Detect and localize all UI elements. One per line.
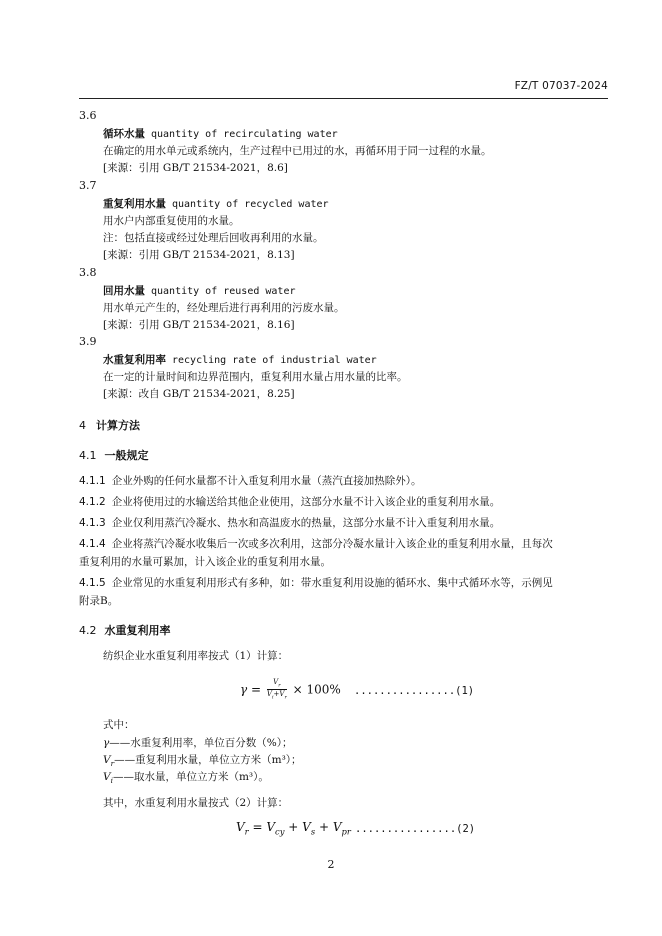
section-heading: 4 计算方法: [79, 419, 140, 432]
term-number: 3.6: [79, 109, 97, 122]
term-definition: 用水户内部重复使用的水量。: [103, 215, 240, 227]
subsection-heading: 4.2 水重复利用率: [79, 624, 171, 637]
term-en: recycling rate of industrial water: [172, 355, 377, 366]
clause: 4.1.5 企业常见的水重复利用形式有多种，如：带水重复利用设施的循环水、集中式循环水等，示例见: [79, 577, 553, 589]
term-source: [来源：引用 GB/T 21534-2021，8.13]: [103, 249, 295, 261]
clause: 4.1.2 企业将使用过的水输送给其他企业使用，这部分水量不计入该企业的重复利用水量。: [79, 496, 501, 508]
clause-continuation: 附录B。: [79, 595, 119, 607]
formula-intro: 纺织企业水重复利用率按式（1）计算：: [103, 650, 289, 662]
formula-2: $V_r = V_{cy} + V_s + V_{pr}$: [236, 820, 351, 837]
fraction: $\frac{V_r}{V_i+V_r}$: [266, 678, 287, 701]
page-number: 2: [327, 858, 335, 871]
term-title: [103, 126, 338, 141]
term-cn: 回用水量: [103, 285, 145, 297]
term-source: [来源：引用 GB/T 21534-2021，8.16]: [103, 319, 295, 331]
term-number: 3.8: [79, 266, 97, 279]
header-rule: [79, 98, 608, 99]
term-cn: 水重复利用率: [103, 354, 166, 366]
term-en: quantity of recirculating water: [151, 129, 338, 140]
where-item: $V_r——$重复利用水量，单位立方米（m³）；: [103, 754, 302, 769]
formula-ref: ................(2): [355, 823, 476, 835]
clause: 4.1.4 企业将蒸汽冷凝水收集后一次或多次利用，这部分冷凝水量计入该企业的重复利用水量，且每次: [79, 538, 553, 550]
term-title: [103, 196, 329, 211]
clause: 4.1.3 企业仅利用蒸汽冷凝水、热水和高温废水的热量，这部分水量不计入重复利用水量。: [79, 517, 501, 529]
clause-continuation: 重复利用的水量可累加，计入该企业的重复利用水量。: [79, 556, 331, 568]
term-source: [来源：改自 GB/T 21534-2021，8.25]: [103, 388, 295, 400]
term-title: [103, 283, 296, 298]
term-number: 3.9: [79, 335, 97, 348]
term-cn: 循环水量: [103, 128, 145, 140]
where-item: $V_i——$取水量，单位立方米（m³）。: [103, 771, 269, 786]
formula-1: γ = $\frac{V_r}{V_i+V_r}$ × 100%: [240, 678, 341, 701]
where-label: 式中：: [103, 719, 135, 731]
term-number: 3.7: [79, 179, 97, 192]
standard-code: FZ/T 07037-2024: [514, 80, 608, 92]
term-en: quantity of reused water: [151, 286, 296, 297]
term-source: [来源：引用 GB/T 21534-2021，8.6]: [103, 162, 288, 174]
term-note: 注：包括直接或经过处理后回收再利用的水量。: [103, 232, 324, 244]
term-definition: 用水单元产生的，经处理后进行再利用的污废水量。: [103, 302, 345, 314]
formula-intro: 其中，水重复利用水量按式（2）计算：: [103, 797, 289, 809]
formula-ref: ................(1): [354, 685, 475, 697]
term-definition: 在确定的用水单元或系统内，生产过程中已用过的水，再循环用于同一过程的水量。: [103, 145, 492, 157]
term-en: quantity of recycled water: [172, 199, 329, 210]
term-title: [103, 352, 377, 367]
where-item: γ——水重复利用率，单位百分数（%）；: [103, 737, 293, 749]
term-definition: 在一定的计量时间和边界范围内，重复利用水量占用水量的比率。: [103, 371, 408, 383]
clause: 4.1.1 企业外购的任何水量都不计入重复利用水量（蒸汽直接加热除外）。: [79, 475, 422, 487]
subsection-heading: 4.1 一般规定: [79, 449, 149, 462]
term-cn: 重复利用水量: [103, 198, 166, 210]
